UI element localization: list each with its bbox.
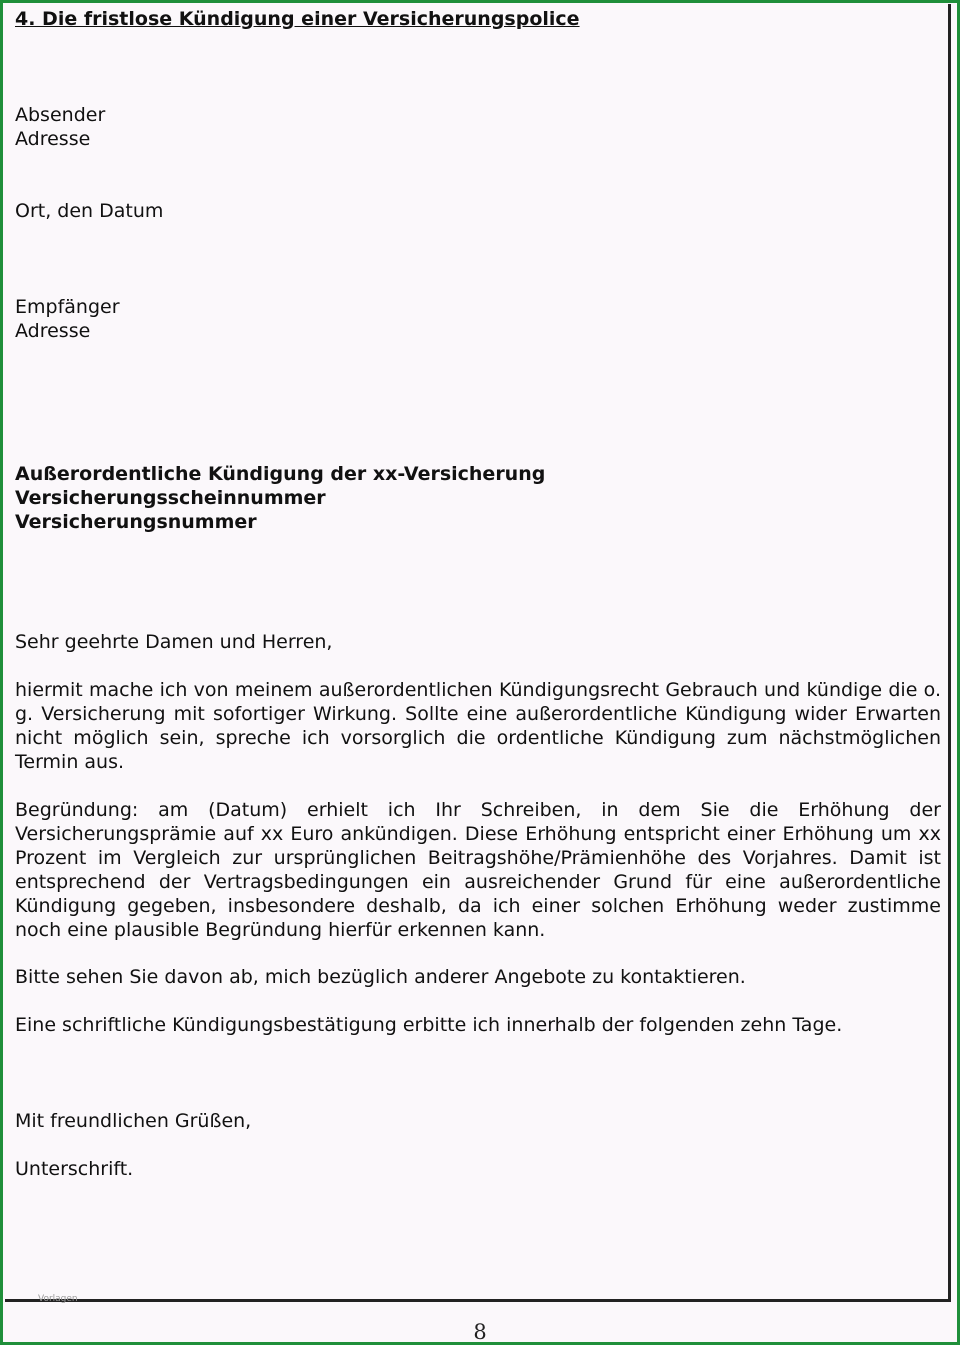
signature: Unterschrift. [15,1158,134,1180]
page-number: 8 [473,1320,487,1344]
footer-note: Vorlagen [38,1294,78,1304]
body-paragraph-3: Bitte sehen Sie davon ab, mich bezüglich anderer Angebote zu kontaktieren. [15,966,746,988]
recipient-address: Adresse [15,320,91,342]
salutation: Sehr geehrte Damen und Herren, [15,631,333,653]
body-paragraph-4: Eine schriftliche Kündigungsbestätigung erbitte ich innerhalb der folgenden zehn Tage. [15,1014,843,1036]
section-heading: 4. Die fristlose Kündigung einer Versicherungspolice [15,8,580,30]
policy-certificate-number: Versicherungsscheinnummer [15,487,326,509]
subject-line: Außerordentliche Kündigung der xx-Versicherung [15,463,546,485]
body-paragraph-1: hiermit mache ich von meinem außerordentlichen Kündigungsrecht Gebrauch und kündige die o. g. Versicherung mit sofortiger Wirkung. Sollte eine außerordentliche Kündigung wider Erwarten nicht möglich sein, spreche ich vorsorglich die ordentliche Kündigung zum nächstmöglichen Termin aus. [15,679,941,773]
sender-name: Absender [15,104,106,126]
recipient-name: Empfänger [15,296,120,318]
sender-address: Adresse [15,128,91,150]
body-paragraph-2: Begründung: am (Datum) erhielt ich Ihr Schreiben, in dem Sie die Erhöhung der Versicherungsprämie auf xx Euro ankündigen. Diese Erhöhung entspricht einer Erhöhung um xx Prozent im Vergleich zur ursprünglichen Beitragshöhe/Prämienhöhe des Vorjahres. Damit ist entsprechend der Vertragsbedingungen ein ausreichender Grund für eine außerordentliche Kündigung gegeben, insbesondere deshalb, da ich einer solchen Erhöhung weder zustimme noch eine plausible Begründung hierfür erkennen kann. [15,799,941,941]
place-date: Ort, den Datum [15,200,164,222]
closing: Mit freundlichen Grüßen, [15,1110,252,1132]
policy-number: Versicherungsnummer [15,511,257,533]
